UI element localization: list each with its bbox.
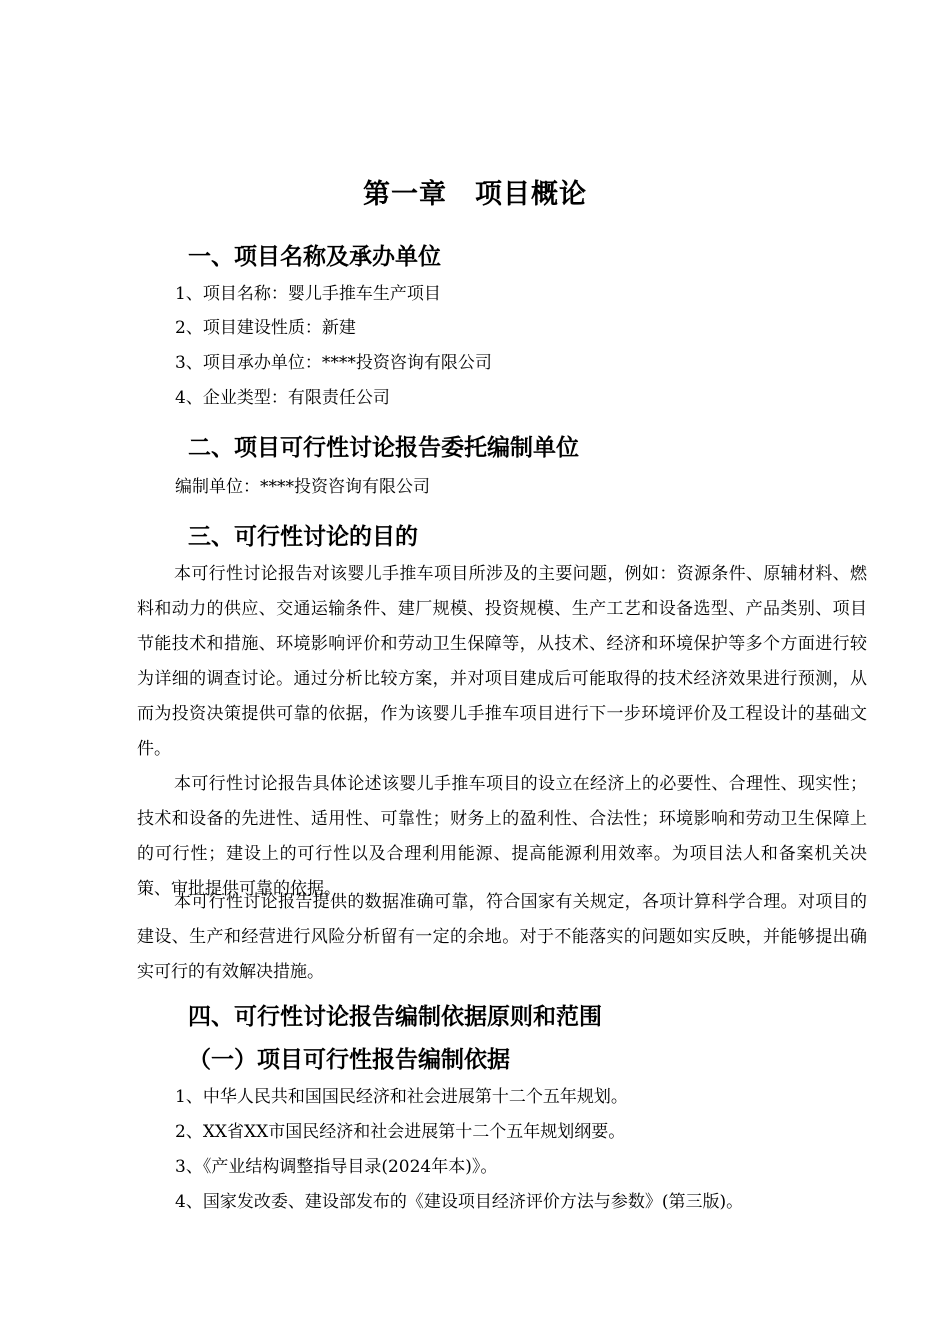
section-1-item: 1、项目名称：婴儿手推车生产项目 bbox=[175, 284, 441, 304]
section-4-sub-heading: （一）项目可行性报告编制依据 bbox=[188, 1047, 510, 1073]
section-3-paragraph: 本可行性讨论报告具体论述该婴儿手推车项目的设立在经济上的必要性、合理性、现实性；技术和设备的先进性、适用性、可靠性；财务上的盈利性、合法性；环境影响和劳动卫生保障上的可行性；建设上的可行性以及合理利用能源、提高能源利用效率。为项目法人和备案机关决策、审批提供可靠的依据。 bbox=[137, 774, 867, 899]
section-1-heading: 一、项目名称及承办单位 bbox=[188, 244, 441, 270]
section-4-heading: 四、可行性讨论报告编制依据原则和范围 bbox=[188, 1004, 602, 1030]
section-4-item: 2、XX省XX市国民经济和社会进展第十二个五年规划纲要。 bbox=[175, 1122, 626, 1142]
chapter-title: 第一章 项目概论 bbox=[363, 179, 587, 210]
section-4-item: 4、国家发改委、建设部发布的《建设项目经济评价方法与参数》(第三版)。 bbox=[175, 1192, 744, 1212]
section-1-item: 3、项目承办单位：****投资咨询有限公司 bbox=[175, 353, 492, 373]
section-2-text: 编制单位：****投资咨询有限公司 bbox=[175, 477, 430, 497]
section-1-item: 2、项目建设性质：新建 bbox=[175, 318, 356, 338]
section-4-item: 1、中华人民共和国国民经济和社会进展第十二个五年规划。 bbox=[175, 1087, 628, 1107]
section-3-heading: 三、可行性讨论的目的 bbox=[188, 524, 418, 550]
section-2-heading: 二、项目可行性讨论报告委托编制单位 bbox=[188, 435, 579, 461]
section-3-paragraph: 本可行性讨论报告提供的数据准确可靠，符合国家有关规定，各项计算科学合理。对项目的建设、生产和经营进行风险分析留有一定的余地。对于不能落实的问题如实反映，并能够提出确实可行的有效解决措施。 bbox=[137, 892, 867, 982]
section-4-item: 3、《产业结构调整指导目录(2024年本)》。 bbox=[175, 1157, 498, 1177]
section-1-item: 4、企业类型：有限责任公司 bbox=[175, 388, 390, 408]
section-3-paragraph: 本可行性讨论报告对该婴儿手推车项目所涉及的主要问题，例如：资源条件、原辅材料、燃料和动力的供应、交通运输条件、建厂规模、投资规模、生产工艺和设备选型、产品类别、项目节能技术和措施、环境影响评价和劳动卫生保障等，从技术、经济和环境保护等多个方面进行较为详细的调查讨论。通过分析比较方案，并对项目建成后可能取得的技术经济效果进行预测，从而为投资决策提供可靠的依据，作为该婴儿手推车项目进行下一步环境评价及工程设计的基础文件。 bbox=[137, 564, 867, 759]
